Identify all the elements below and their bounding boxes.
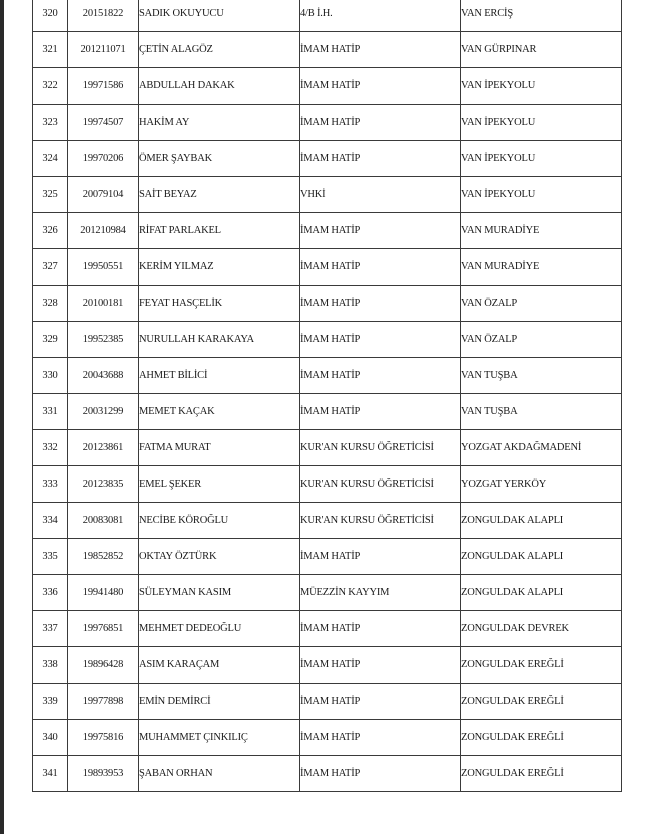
row-number-cell: 330 (33, 357, 68, 393)
full-name-cell: SAİT BEYAZ (139, 176, 300, 212)
full-name-cell: MUHAMMET ÇINKILIÇ (139, 719, 300, 755)
row-number-cell: 321 (33, 32, 68, 68)
position-title-cell: İMAM HATİP (300, 647, 461, 683)
location-cell: VAN GÜRPINAR (461, 32, 622, 68)
location-cell: YOZGAT YERKÖY (461, 466, 622, 502)
row-number-cell: 322 (33, 68, 68, 104)
location-cell: ZONGULDAK EREĞLİ (461, 755, 622, 791)
row-number-cell: 331 (33, 394, 68, 430)
scan-edge (0, 0, 4, 834)
position-title-cell: İMAM HATİP (300, 213, 461, 249)
registry-number-cell: 20043688 (68, 357, 139, 393)
document-page (32, 0, 622, 822)
full-name-cell: ASIM KARAÇAM (139, 647, 300, 683)
location-cell: VAN ÖZALP (461, 321, 622, 357)
row-number-cell: 332 (33, 430, 68, 466)
position-title-cell: İMAM HATİP (300, 755, 461, 791)
full-name-cell: MEMET KAÇAK (139, 394, 300, 430)
personnel-table (32, 0, 622, 792)
full-name-cell: OKTAY ÖZTÜRK (139, 538, 300, 574)
position-title-cell: İMAM HATİP (300, 285, 461, 321)
location-cell: VAN MURADİYE (461, 249, 622, 285)
registry-number-cell: 19974507 (68, 104, 139, 140)
full-name-cell: EMEL ŞEKER (139, 466, 300, 502)
location-cell: VAN MURADİYE (461, 213, 622, 249)
position-title-cell: İMAM HATİP (300, 683, 461, 719)
location-cell: VAN İPEKYOLU (461, 68, 622, 104)
full-name-cell: FATMA MURAT (139, 430, 300, 466)
row-number-cell: 326 (33, 213, 68, 249)
row-number-cell: 323 (33, 104, 68, 140)
position-title-cell: İMAM HATİP (300, 538, 461, 574)
row-number-cell: 329 (33, 321, 68, 357)
table-row (33, 176, 622, 212)
position-title-cell: KUR'AN KURSU ÖĞRETİCİSİ (300, 502, 461, 538)
registry-number-cell: 20151822 (68, 0, 139, 32)
row-number-cell: 339 (33, 683, 68, 719)
personnel-table-body (33, 0, 622, 792)
full-name-cell: FEYAT HASÇELİK (139, 285, 300, 321)
registry-number-cell: 19975816 (68, 719, 139, 755)
location-cell: VAN TUŞBA (461, 394, 622, 430)
full-name-cell: SÜLEYMAN KASIM (139, 575, 300, 611)
position-title-cell: İMAM HATİP (300, 611, 461, 647)
registry-number-cell: 19971586 (68, 68, 139, 104)
full-name-cell: RİFAT PARLAKEL (139, 213, 300, 249)
full-name-cell: ŞABAN ORHAN (139, 755, 300, 791)
location-cell: VAN İPEKYOLU (461, 176, 622, 212)
position-title-cell: İMAM HATİP (300, 321, 461, 357)
table-row (33, 0, 622, 32)
table-row (33, 683, 622, 719)
position-title-cell: MÜEZZİN KAYYIM (300, 575, 461, 611)
registry-number-cell: 19952385 (68, 321, 139, 357)
row-number-cell: 324 (33, 140, 68, 176)
location-cell: VAN TUŞBA (461, 357, 622, 393)
table-row (33, 575, 622, 611)
table-row (33, 249, 622, 285)
position-title-cell: KUR'AN KURSU ÖĞRETİCİSİ (300, 466, 461, 502)
table-row (33, 321, 622, 357)
table-row (33, 140, 622, 176)
full-name-cell: ÖMER ŞAYBAK (139, 140, 300, 176)
table-row (33, 430, 622, 466)
position-title-cell: İMAM HATİP (300, 68, 461, 104)
full-name-cell: HAKİM AY (139, 104, 300, 140)
table-row (33, 394, 622, 430)
row-number-cell: 337 (33, 611, 68, 647)
full-name-cell: ABDULLAH DAKAK (139, 68, 300, 104)
table-row (33, 755, 622, 791)
location-cell: ZONGULDAK EREĞLİ (461, 719, 622, 755)
table-row (33, 285, 622, 321)
location-cell: VAN ÖZALP (461, 285, 622, 321)
row-number-cell: 340 (33, 719, 68, 755)
table-row (33, 719, 622, 755)
full-name-cell: NURULLAH KARAKAYA (139, 321, 300, 357)
position-title-cell: İMAM HATİP (300, 140, 461, 176)
location-cell: ZONGULDAK ALAPLI (461, 575, 622, 611)
registry-number-cell: 20079104 (68, 176, 139, 212)
registry-number-cell: 19970206 (68, 140, 139, 176)
full-name-cell: KERİM YILMAZ (139, 249, 300, 285)
table-row (33, 104, 622, 140)
full-name-cell: SADIK OKUYUCU (139, 0, 300, 32)
position-title-cell: İMAM HATİP (300, 357, 461, 393)
registry-number-cell: 19941480 (68, 575, 139, 611)
location-cell: VAN ERCİŞ (461, 0, 622, 32)
registry-number-cell: 19896428 (68, 647, 139, 683)
registry-number-cell: 19893953 (68, 755, 139, 791)
table-row (33, 32, 622, 68)
full-name-cell: AHMET BİLİCİ (139, 357, 300, 393)
row-number-cell: 335 (33, 538, 68, 574)
position-title-cell: VHKİ (300, 176, 461, 212)
row-number-cell: 333 (33, 466, 68, 502)
registry-number-cell: 20123835 (68, 466, 139, 502)
position-title-cell: İMAM HATİP (300, 104, 461, 140)
registry-number-cell: 19976851 (68, 611, 139, 647)
location-cell: ZONGULDAK DEVREK (461, 611, 622, 647)
table-row (33, 466, 622, 502)
location-cell: YOZGAT AKDAĞMADENİ (461, 430, 622, 466)
row-number-cell: 320 (33, 0, 68, 32)
location-cell: VAN İPEKYOLU (461, 140, 622, 176)
registry-number-cell: 20083081 (68, 502, 139, 538)
full-name-cell: EMİN DEMİRCİ (139, 683, 300, 719)
location-cell: ZONGULDAK ALAPLI (461, 502, 622, 538)
location-cell: ZONGULDAK EREĞLİ (461, 647, 622, 683)
full-name-cell: MEHMET DEDEOĞLU (139, 611, 300, 647)
table-row (33, 647, 622, 683)
table-row (33, 611, 622, 647)
location-cell: VAN İPEKYOLU (461, 104, 622, 140)
registry-number-cell: 201211071 (68, 32, 139, 68)
table-row (33, 213, 622, 249)
position-title-cell: İMAM HATİP (300, 719, 461, 755)
position-title-cell: İMAM HATİP (300, 249, 461, 285)
table-row (33, 538, 622, 574)
row-number-cell: 327 (33, 249, 68, 285)
row-number-cell: 341 (33, 755, 68, 791)
position-title-cell: 4/B İ.H. (300, 0, 461, 32)
registry-number-cell: 201210984 (68, 213, 139, 249)
full-name-cell: NECİBE KÖROĞLU (139, 502, 300, 538)
registry-number-cell: 19852852 (68, 538, 139, 574)
full-name-cell: ÇETİN ALAGÖZ (139, 32, 300, 68)
row-number-cell: 334 (33, 502, 68, 538)
location-cell: ZONGULDAK EREĞLİ (461, 683, 622, 719)
table-row (33, 357, 622, 393)
position-title-cell: İMAM HATİP (300, 394, 461, 430)
row-number-cell: 328 (33, 285, 68, 321)
position-title-cell: KUR'AN KURSU ÖĞRETİCİSİ (300, 430, 461, 466)
table-row (33, 502, 622, 538)
location-cell: ZONGULDAK ALAPLI (461, 538, 622, 574)
registry-number-cell: 20031299 (68, 394, 139, 430)
registry-number-cell: 20123861 (68, 430, 139, 466)
row-number-cell: 325 (33, 176, 68, 212)
row-number-cell: 336 (33, 575, 68, 611)
registry-number-cell: 20100181 (68, 285, 139, 321)
position-title-cell: İMAM HATİP (300, 32, 461, 68)
row-number-cell: 338 (33, 647, 68, 683)
registry-number-cell: 19950551 (68, 249, 139, 285)
registry-number-cell: 19977898 (68, 683, 139, 719)
table-row (33, 68, 622, 104)
